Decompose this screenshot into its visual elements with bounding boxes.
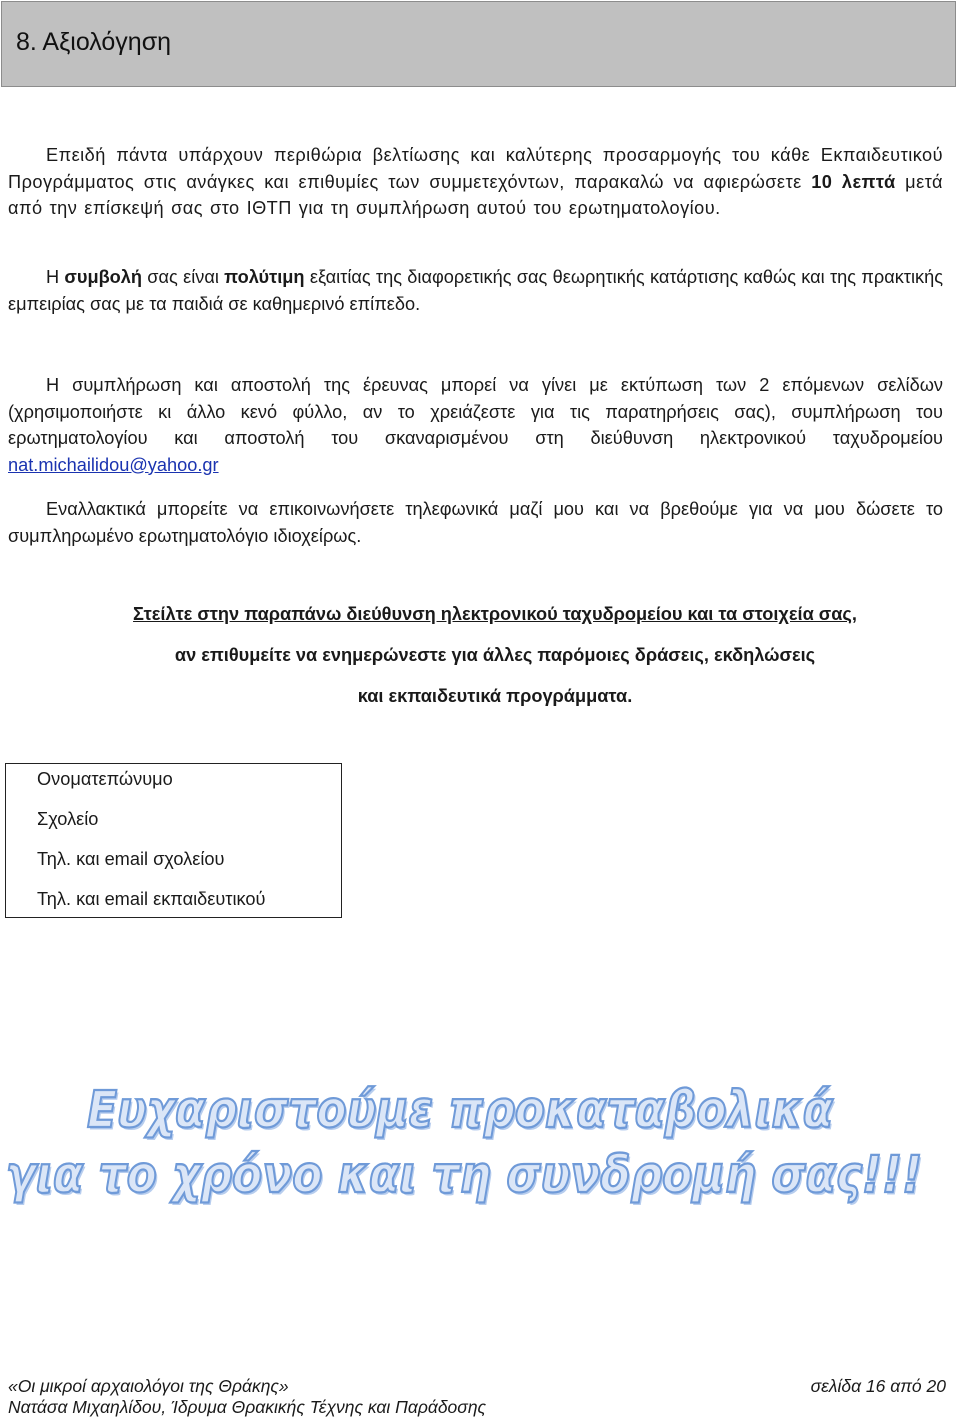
contribution-paragraph [8, 264, 943, 317]
footer-program-title: «Οι μικροί αρχαιολόγοι της Θράκης» [8, 1376, 289, 1396]
alternative-paragraph [8, 496, 943, 549]
contribution-emphasis: συμβολή [64, 267, 143, 287]
page-number: σελίδα 16 από 20 [810, 1376, 946, 1396]
field-school: Σχολείο [37, 809, 99, 829]
valuable-emphasis: πολύτιμη [224, 267, 305, 287]
section-title: 8. Αξιολόγηση [16, 28, 172, 56]
thanks-line-1: Ευχαριστούμε προκαταβολικά [86, 1081, 834, 1140]
footer-author: Νατάσα Μιχαηλίδου, Ίδρυμα Θρακικής Τέχνης και Παράδοσης [8, 1397, 487, 1417]
submission-paragraph [8, 372, 943, 478]
appeal-line-3: και εκπαιδευτικά προγράμματα. [357, 686, 633, 706]
alternative-text: Εναλλακτικά μπορείτε να επικοινωνήσετε τηλεφωνικά μαζί μου και να βρεθούμε για να μου δώσετε το συμπληρωμένο ερωτηματολόγιο ιδιοχείρως. [8, 499, 943, 546]
contribution-text-a: Η [46, 267, 65, 287]
appeal-line-2: αν επιθυμείτε να ενημερώνεστε για άλλες παρόμοιες δράσεις, εκδηλώσεις [174, 645, 816, 665]
submission-text: Η συμπλήρωση και αποστολή της έρευνας μπορεί να γίνει με εκτύπωση των 2 επόμενων σελίδων (χρησιμοποιήστε κι άλλο κενό φύλλο, αν το χρειάζεστε για τις παρατηρήσεις σας), συμπλήρωση του ερωτηματολογίου και αποστολή του σκαναρισμένου στη διεύθυνση ηλεκτρονικού ταχυδρομείου [8, 375, 943, 449]
appeal-line-1: Στείλτε στην παραπάνω διεύθυνση ηλεκτρονικού ταχυδρομείου και τα στοιχεία σας, [133, 604, 857, 624]
section-header [1, 1, 956, 87]
intro-text-a: Επειδή πάντα υπάρχουν περιθώρια βελτίωσης και καλύτερης προσαρμογής του κάθε Εκπαιδευτικού Προγράμματος στις ανάγκες και επιθυμίες των συμμετεχόντων, παρακαλώ να αφιερώσετε [8, 145, 943, 192]
field-school-contact: Τηλ. και email σχολείου [37, 849, 225, 869]
intro-paragraph [8, 142, 943, 222]
contact-details-box [5, 763, 342, 918]
intro-text-b: μετά από την επίσκεψή σας στο ΙΘΤΠ για τη συμπλήρωση αυτού του ερωτηματολογίου. [8, 171, 943, 219]
footer-top-line [8, 1376, 946, 1397]
field-teacher-contact: Τηλ. και email εκπαιδευτικού [37, 889, 266, 909]
thanks-line-2: για το χρόνο και τη συνδρομή σας!!! [5, 1146, 923, 1205]
intro-time-emphasis: 10 λεπτά [811, 171, 896, 192]
contribution-text-b: σας είναι [142, 267, 225, 287]
field-full-name: Ονοματεπώνυμο [37, 769, 173, 789]
email-link[interactable]: nat.michailidou@yahoo.gr [8, 454, 219, 475]
contribution-text-c: εξαιτίας της διαφορετικής σας θεωρητικής κατάρτισης καθώς και της πρακτικής εμπειρίας σας με τα παιδιά σε καθημερινό επίπεδο. [8, 267, 943, 314]
